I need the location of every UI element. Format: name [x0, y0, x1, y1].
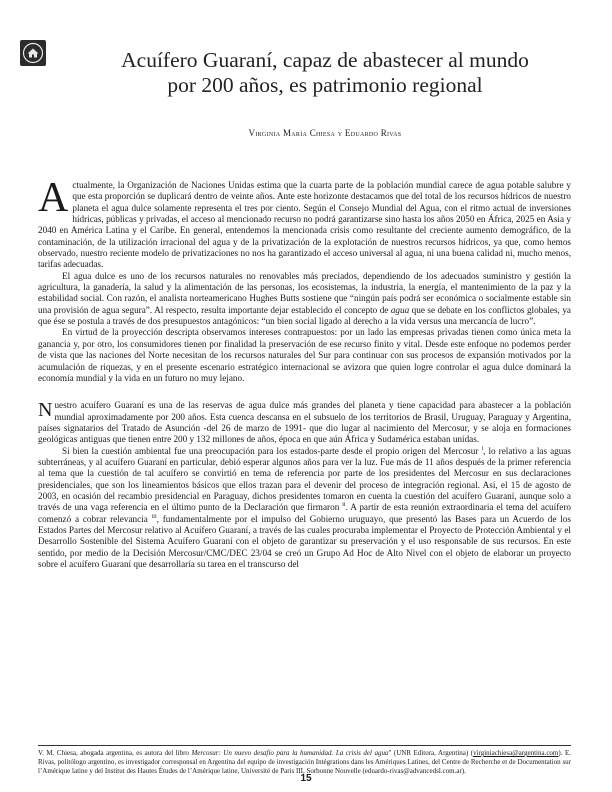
footnote-text-a: V. M. Chiesa, abogada argentina, es autora del libro: [38, 749, 192, 757]
drop-cap: N: [38, 399, 53, 422]
book-title: Mercosur: Un nuevo desafío para la humanidad. La crisis del agua: [191, 749, 389, 757]
page-title: [60, 48, 590, 98]
article-body: [38, 175, 571, 570]
paragraph-5-text-a: Si bien la cuestión ambiental fue una preocupación para los estados-parte desde el propio origen del Mercosur: [62, 445, 482, 456]
paragraph-2-text-a: El agua dulce es uno de los recursos naturales no renovables más preciados, dependiendo de los adecuados suministro y gestión la agricultura, la ganadería, la salud y la alimentación de las personas, los ecosistemas, la industria, la energía, el mantenimiento de la paz y la estabilidad social. Con razón, el analista norteamericano Hughes Butts sostiene que “ningún país podrá ser económica o socialmente estable sin una provisión de agua segura”. Al respecto, resulta importante dejar establecido el concepto de: [38, 270, 571, 315]
paragraph-4-text: uestro acuífero Guaraní es una de las reservas de agua dulce más grandes del planeta y tiene capacidad para abastecer a la población mundial aproximadamente por 200 años. Esta cuenca descansa en el subsuelo de los territorios de Brasil, Uruguay, Paraguay y Argentina, países signatarios del Tratado de Asunción -del 26 de marzo de 1991- que dio lugar al nacimiento del Mercosur, y se aloja en formaciones geológicas antiguas que tienen entre 200 y 132 millones de años, época en que aún África y Sudamérica estaban unidas.: [38, 400, 571, 445]
drop-cap: A: [38, 175, 69, 221]
paragraph-1-text: ctualmente, la Organización de Naciones Unidas estima que la cuarta parte de la población mundial carece de agua potable salubre y que esta proporción se duplicará dentro de veinte años. Ante este horizonte destacamos que del total de los recursos hídricos de nuestro planeta el agua dulce solamente representa el tres por ciento. Según el Consejo Mundial del Agua, con el ritmo actual de inversiones hídricas, públicas y privadas, el acceso al mencionado recurso no podrá garantizarse sino hasta los años 2050 en África, 2025 en Asia y 2040 en América Latina y el Caribe. En general, entendemos la mencionada crisis como resultante del creciente aumento demográfico, de la contaminación, de la utilización irracional del agua y de la privatización de la explotación de nuestros recursos hídricos, ya que, como hemos observado, nuestro reciente modelo de privatizaciones no nos ha garantizado el acceso universal al agua, ni una buena calidad ni, mucho menos, tarifas adecuadas.: [38, 180, 571, 270]
endnote-ref[interactable]: iii: [151, 513, 157, 520]
paragraph-5-text-b: , lo relativo a las aguas subterráneas, y al acuífero Guaraní en particular, debió esperar algunos años para ver la luz. Fue más de 11 años después de la primer referencia al tema que la cuestión de tal acuífero se convirtió en tema de referencia por parte de los presidentes del Mercosur en sus declaraciones presidenciales, que son los lineamientos básicos que ellos trazan para el devenir del proceso de integración regional. Así, el 15 de agosto de 2003, en ocasión del recambio presidencial en Paraguay, dichos presidentes tomaron en cuenta la cuestión del acuífero Guaraní, aunque solo a través de una vaga referencia en el último punto de la Declaración que firmaron: [38, 445, 571, 513]
home-icon[interactable]: [20, 40, 46, 66]
footnote: [38, 749, 571, 776]
paragraph-5-text-c: . A partir de esta reunión extraordinaria el tema del acuífero comenzó a cobrar relevancia: [38, 502, 571, 524]
paragraph-2: [38, 271, 571, 328]
authors: Virginia María Chiesa y Eduardo Rivas: [248, 128, 402, 138]
footnote-text-c: ). E. Rivas, politólogo argentino, es investigador corresponsal en Argentina del equipo de investigación Intégrations dans les Amériques Latines, del Centre de Recherche et de Documentation sur l’Amérique latine y del Institut des Hautes Études de l’Amérique latine, Université de Paris III, Sorbonne Nouvelle (eduardo-rivas@advancedsl.com.ar).: [38, 749, 572, 775]
title-line-1: Acuífero Guaraní, capaz de abastecer al mundo: [121, 48, 529, 72]
page-number: 15: [300, 773, 312, 784]
paragraph-2-text-b: que se debate en los conflictos globales, ya que ése se postula a través de dos presupuestos antagónicos: “un bien social ligado al derecho a la vida versus una mercancía de lucro”.: [38, 304, 571, 327]
paragraph-1: [38, 175, 571, 271]
email-link[interactable]: virginiachiesa@argentina.com: [473, 749, 559, 757]
paragraph-2-emphasis: agua: [390, 304, 410, 315]
paragraph-5-text-d: , fundamentalmente por el impulso del Gobierno uruguayo, que presentó las Bases para un Acuerdo de los Estados Partes del Mercosur relativo al Acuífero Guaraní, a través de las cuales procuraba implementar el Proyecto de Protección Ambiental y el Desarrollo Sostenible del Sistema Acuífero Guaraní con el objeto de garantizar su preservación y el uso responsable de sus recursos. En este sentido, por medio de la Decisión Mercosur/CMC/DEC 23/04 se creó un Grupo Ad Hoc de Alto Nivel con el objeto de elaborar un proyecto sobre el acuífero Guaraní que desarrollaría su tarea en el transcurso del: [38, 513, 571, 569]
endnote-ref[interactable]: ii: [342, 502, 346, 509]
title-line-2: por 200 años, es patrimonio regional: [167, 73, 483, 97]
paragraph-5: [38, 446, 571, 571]
footnote-text-b: " (UNR Editora, Argentina) (: [388, 749, 474, 757]
endnote-ref[interactable]: i: [481, 445, 484, 452]
paragraph-3: En virtud de la proyección descripta observamos intereses contrapuestos: por un lado las empresas privadas tienen como única meta la ganancia y, por otro, los consumidores tienen por finalidad la preservación de ese recurso finito y vital. Desde este enfoque no podemos perder de vista que las naciones del Norte necesitan de los recursos naturales del Sur para continuar con sus procesos de expansión motivados por la acumulación de riquezas, y en el presente escenario estratégico internacional se avizora que quien logre controlar el agua dulce dominará la economía mundial y la vida en un futuro no muy lejano.: [38, 327, 571, 383]
footnote-divider: [38, 745, 571, 746]
paragraph-4: [38, 400, 571, 445]
